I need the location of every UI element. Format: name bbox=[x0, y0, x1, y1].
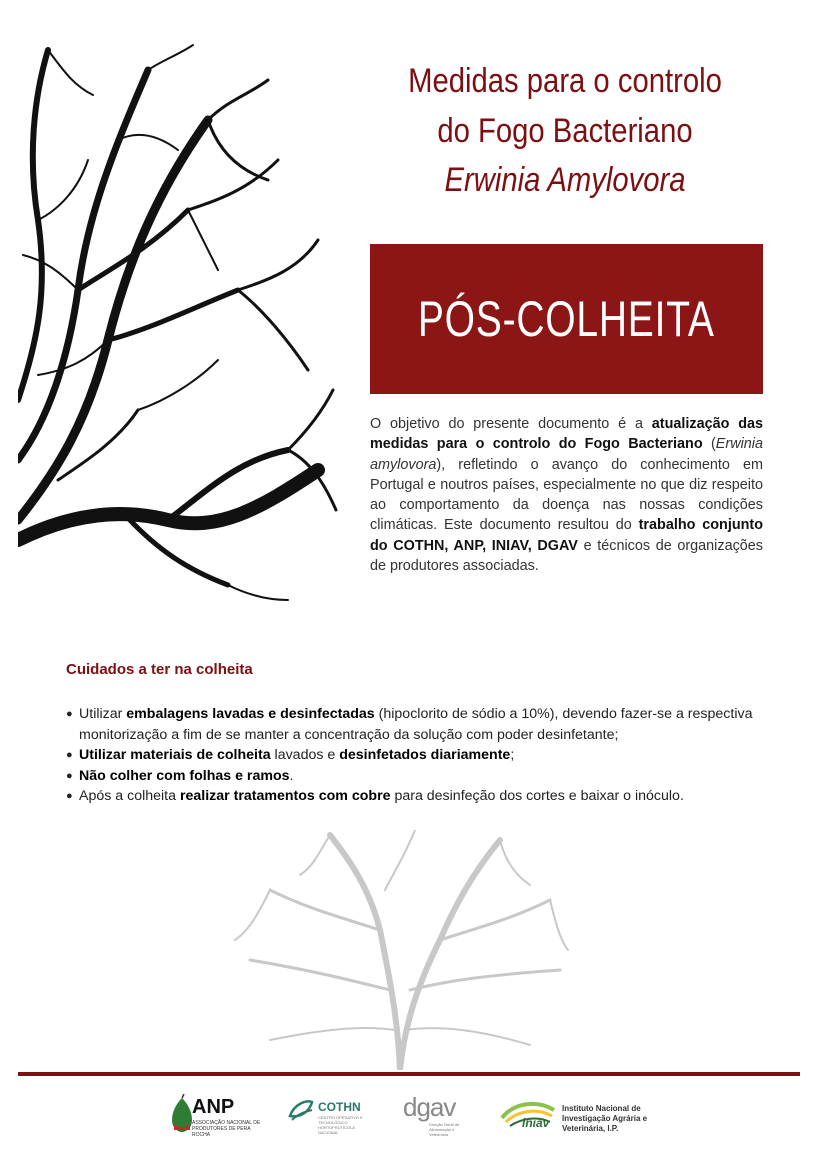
bullet-4-text-1: Após a colheita bbox=[79, 788, 180, 804]
intro-italic-species: Erwinia amylovora bbox=[370, 436, 763, 473]
intro-text-2: ( bbox=[702, 436, 716, 453]
bullet-1-text-2: (hipoclorito de sódio a 10%), devendo fazer-se a respectiva monitorização a fim de se manter a concentração da solução com poder desinfetante; bbox=[79, 706, 753, 743]
cothn-logo bbox=[288, 1090, 368, 1138]
cothn-subtitle: CENTRO OPERATIVO E TECNOLÓGICO HORTOFRUTÍCOLA NACIONAL bbox=[318, 1115, 363, 1135]
list-item bbox=[66, 786, 786, 807]
bullet-2-strong-2: desinfetados diariamente bbox=[339, 747, 511, 763]
dgav-name: dgav bbox=[403, 1092, 456, 1122]
care-list bbox=[66, 704, 786, 807]
intro-paragraph bbox=[370, 414, 763, 576]
bullet-1-strong: embalagens lavadas e desinfectadas bbox=[126, 706, 375, 722]
list-item bbox=[66, 704, 786, 745]
intro-text-1: O objetivo do presente documento é a bbox=[370, 416, 652, 432]
anp-logo bbox=[170, 1090, 265, 1138]
dgav-subtitle: Direção Geral de Alimentação e Veterinária bbox=[429, 1122, 460, 1137]
section-banner bbox=[370, 244, 763, 394]
bullet-2-strong-1: Utilizar materiais de colheita bbox=[79, 747, 271, 763]
section-heading: Cuidados a ter na colheita bbox=[66, 661, 253, 678]
title-line-2: do Fogo Bacteriano bbox=[437, 112, 693, 150]
anp-subtitle: ASSOCIAÇÃO NACIONAL DE PRODUTORES DE PERA ROCHA bbox=[192, 1120, 261, 1138]
bullet-4-text-2: para desinfeção dos cortes e baixar o inóculo. bbox=[390, 788, 684, 804]
footer-divider bbox=[18, 1072, 800, 1076]
list-item bbox=[66, 745, 786, 766]
grey-tree-illustration bbox=[230, 830, 570, 1070]
cothn-name: COTHN bbox=[318, 1100, 361, 1114]
intro-text-4: e técnicos de organizações de produtores associadas. bbox=[370, 537, 763, 575]
title-species: Erwinia Amylovora bbox=[444, 161, 686, 199]
iniav-subtitle: Instituto Nacional de Investigação Agrária e Veterinária, I.P. bbox=[562, 1104, 648, 1133]
partner-logos bbox=[160, 1090, 680, 1140]
title-line-1: Medidas para o controlo bbox=[408, 62, 722, 100]
dgav-logo bbox=[403, 1090, 473, 1138]
intro-text-3: ), refletindo o avanço do conhecimento em Portugal e noutros países, especialmente no que diz respeito ao comportamento da doença nas nossas condições climáticas. Este documento resultou do bbox=[370, 456, 763, 534]
cothn-leaf-icon bbox=[288, 1096, 314, 1122]
list-item bbox=[66, 766, 786, 787]
bullet-4-strong: realizar tratamentos com cobre bbox=[179, 788, 391, 804]
intro-bold-1: atualização das medidas para o controlo do Fogo Bacteriano bbox=[370, 416, 763, 453]
document-title bbox=[370, 56, 760, 204]
bullet-3-strong: Não colher com folhas e ramos bbox=[79, 767, 290, 784]
bullet-2-text-2: ; bbox=[510, 747, 515, 763]
bullet-1-text-1: Utilizar bbox=[79, 706, 127, 722]
iniav-name: iniav bbox=[522, 1116, 550, 1130]
bullet-2-text-1: lavados e bbox=[270, 747, 340, 763]
anp-pear-icon bbox=[170, 1094, 194, 1134]
tree-silhouette-illustration bbox=[18, 40, 338, 610]
iniav-logo bbox=[498, 1090, 678, 1138]
bullet-3-text: . bbox=[289, 767, 294, 784]
anp-name: ANP bbox=[192, 1096, 235, 1118]
intro-bold-2: trabalho conjunto do COTHN, ANP, INIAV, DGAV bbox=[370, 517, 764, 554]
banner-label: PÓS-COLHEITA bbox=[418, 291, 715, 347]
